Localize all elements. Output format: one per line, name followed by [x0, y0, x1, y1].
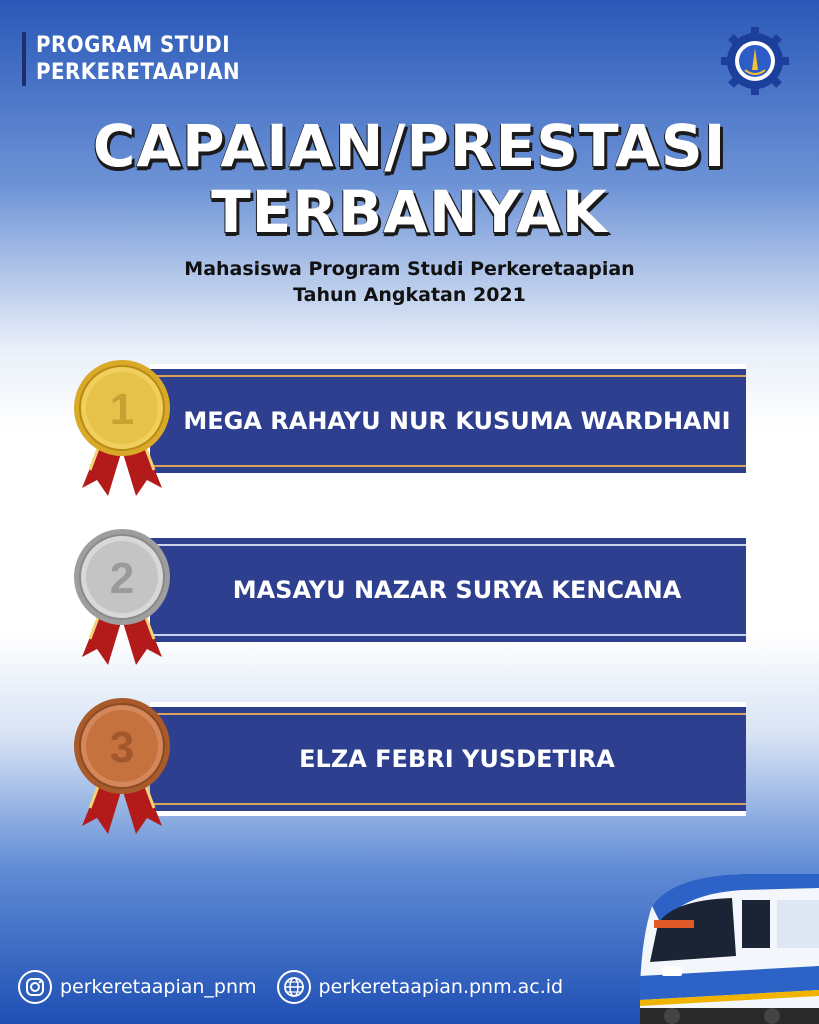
instagram-icon — [18, 970, 52, 1004]
instagram-handle: perkeretaapian_pnm — [60, 976, 257, 998]
instagram-link[interactable] — [18, 970, 257, 1004]
program-label — [22, 32, 240, 86]
title-line-1: CAPAIAN/PRESTASI — [92, 112, 727, 180]
medal-1-number: 1 — [109, 385, 135, 434]
footer — [18, 970, 583, 1004]
program-line-1: PROGRAM STUDI — [36, 33, 231, 58]
politeknik-gear-logo-icon — [720, 26, 790, 96]
rank-3-name: ELZA FEBRI YUSDETIRA — [299, 745, 615, 773]
silver-medal-icon — [72, 527, 172, 667]
medal-2-number: 2 — [109, 554, 135, 603]
title-line-2: TERBANYAK — [211, 178, 608, 246]
globe-icon — [277, 970, 311, 1004]
rank-2-bar — [150, 533, 746, 647]
bronze-medal-icon — [72, 696, 172, 836]
rank-1-bar — [150, 364, 746, 478]
subtitle-line-2: Tahun Angkatan 2021 — [293, 284, 526, 306]
gold-medal-icon — [72, 358, 172, 498]
medal-3-number: 3 — [109, 723, 135, 772]
rank-1-name: MEGA RAHAYU NUR KUSUMA WARDHANI — [183, 407, 731, 435]
rank-2-name: MASAYU NAZAR SURYA KENCANA — [232, 576, 682, 604]
website-link[interactable] — [277, 970, 564, 1004]
program-line-2: PERKERETAAPIAN — [36, 60, 241, 85]
train-icon — [632, 866, 819, 1024]
rank-3-bar — [150, 702, 746, 816]
website-url: perkeretaapian.pnm.ac.id — [318, 976, 564, 998]
subtitle-line-1: Mahasiswa Program Studi Perkeretaapian — [184, 258, 635, 280]
